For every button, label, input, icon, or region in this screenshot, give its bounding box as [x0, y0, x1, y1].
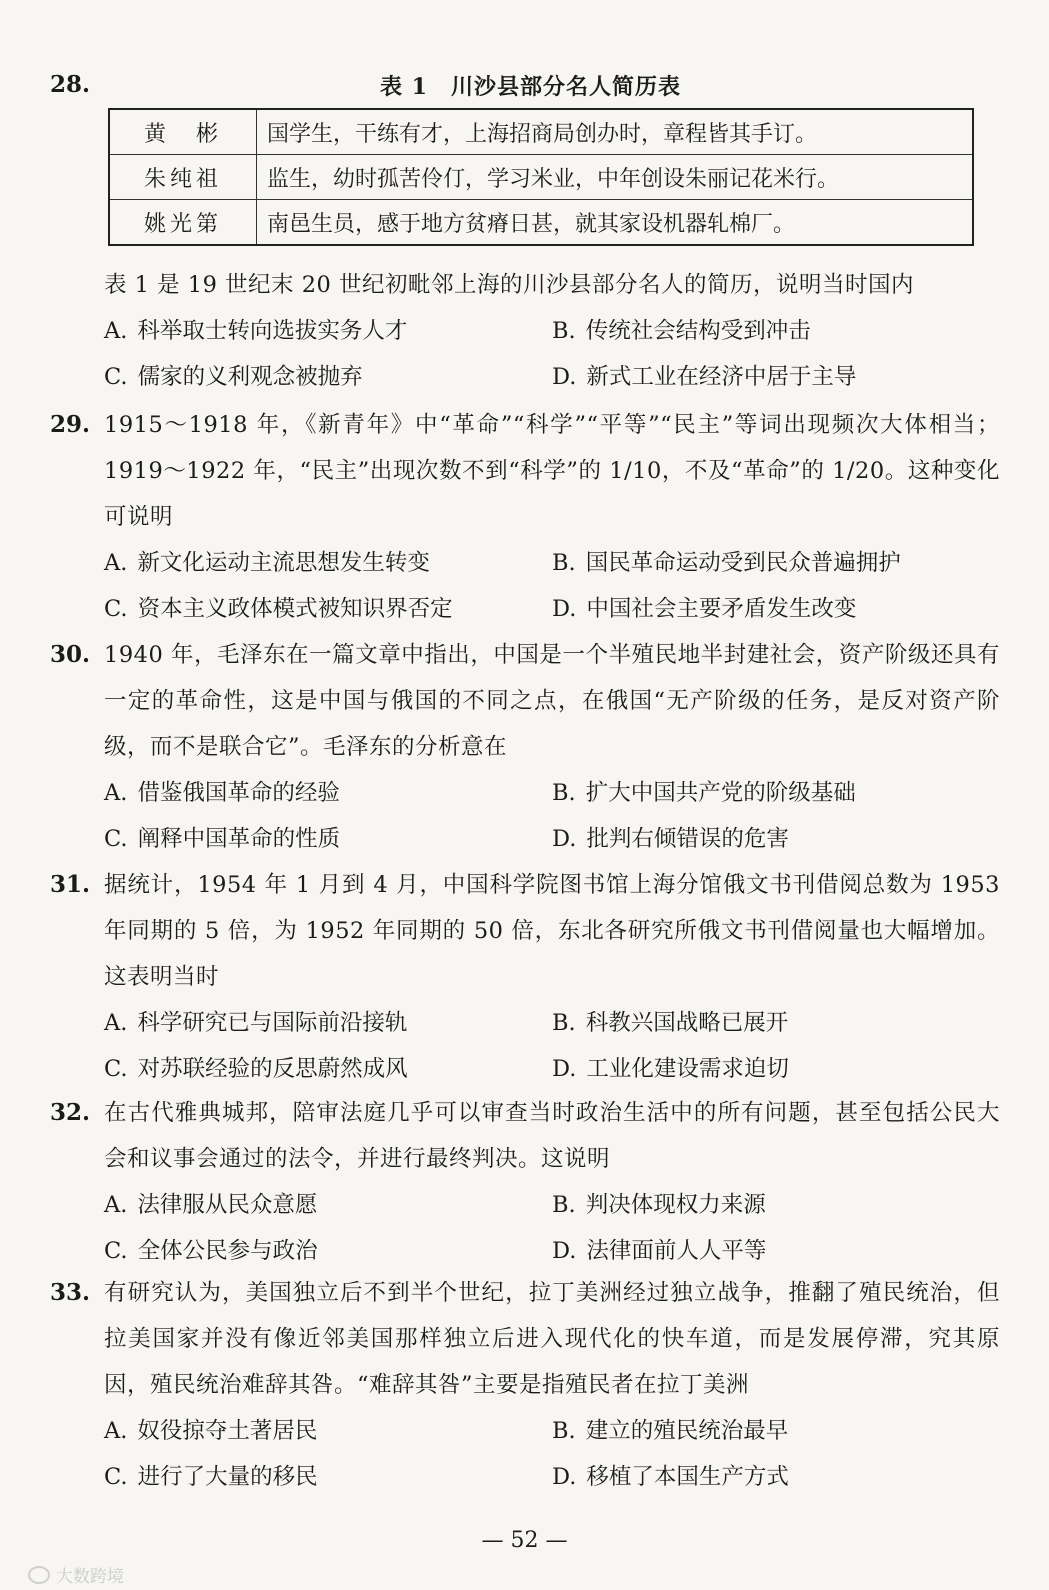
question-number: 31. [50, 871, 91, 898]
question-number: 29. [50, 411, 91, 438]
watermark-logo-icon [28, 1566, 50, 1584]
options [104, 1000, 1000, 1092]
option-a[interactable]: A. 奴役掠夺土著居民 [104, 1418, 318, 1444]
option-c[interactable]: C. 阐释中国革命的性质 [104, 826, 341, 852]
option-c[interactable]: C. 全体公民参与政治 [104, 1238, 318, 1264]
question-32 [50, 1090, 1000, 1274]
option-c[interactable]: C. 进行了大量的移民 [104, 1464, 318, 1490]
page-number: — 52 — [481, 1528, 568, 1553]
options [104, 1182, 1000, 1274]
options [104, 308, 1000, 400]
option-a[interactable]: A. 科举取士转向选拔实务人才 [104, 318, 408, 344]
option-a[interactable]: A. 法律服从民众意愿 [104, 1192, 318, 1218]
question-stem: 在古代雅典城邦，陪审法庭几乎可以审查当时政治生活中的所有问题，甚至包括公民大会和议事会通过的法令，并进行最终判决。这说明 [104, 1100, 1000, 1172]
question-number: 28. [50, 71, 91, 98]
question-30 [50, 632, 1000, 862]
question-stem: 1940 年，毛泽东在一篇文章中指出，中国是一个半殖民地半封建社会，资产阶级还具有一定的革命性，这是中国与俄国的不同之点，在俄国“无产阶级的任务，是反对资产阶级，而不是联合它”。毛泽东的分析意在 [104, 642, 1000, 760]
question-31 [50, 862, 1000, 1092]
option-b[interactable]: B. 建立的殖民统治最早 [552, 1418, 789, 1444]
person-description: 南邑生员，感于地方贫瘠日甚，就其家设机器轧棉厂。 [257, 200, 974, 246]
question-number: 32. [50, 1099, 91, 1126]
option-b[interactable]: B. 判决体现权力来源 [552, 1192, 766, 1218]
option-b[interactable]: B. 扩大中国共产党的阶级基础 [552, 780, 856, 806]
person-name: 朱纯祖 [109, 155, 257, 200]
question-33 [50, 1270, 1000, 1500]
options [104, 770, 1000, 862]
option-d[interactable]: D. 中国社会主要矛盾发生改变 [552, 596, 857, 622]
question-number: 30. [50, 641, 91, 668]
person-description: 监生，幼时孤苦伶仃，学习米业，中年创设朱丽记花米行。 [257, 155, 974, 200]
person-name: 黄 彬 [109, 109, 257, 155]
table-row [109, 109, 973, 155]
options [104, 540, 1000, 632]
option-c[interactable]: C. 对苏联经验的反思蔚然成风 [104, 1056, 408, 1082]
question-stem: 表 1 是 19 世纪末 20 世纪初毗邻上海的川沙县部分名人的简历，说明当时国内 [104, 272, 914, 298]
question-number: 33. [50, 1279, 91, 1306]
option-a[interactable]: A. 科学研究已与国际前沿接轨 [104, 1010, 408, 1036]
question-stem: 据统计，1954 年 1 月到 4 月，中国科学院图书馆上海分馆俄文书刊借阅总数为 1953 年同期的 5 倍，为 1952 年同期的 50 倍，东北各研究所俄文书刊借阅量也大幅增加。这表明当时 [104, 872, 1000, 990]
option-d[interactable]: D. 批判右倾错误的危害 [552, 826, 789, 852]
option-a[interactable]: A. 借鉴俄国革命的经验 [104, 780, 340, 806]
option-d[interactable]: D. 法律面前人人平等 [552, 1238, 767, 1264]
option-b[interactable]: B. 科教兴国战略已展开 [552, 1010, 789, 1036]
biography-table [108, 108, 974, 246]
option-d[interactable]: D. 移植了本国生产方式 [552, 1464, 789, 1490]
question-28-body [50, 262, 1000, 400]
question-stem: 有研究认为，美国独立后不到半个世纪，拉丁美洲经过独立战争，推翻了殖民统治，但拉美国家并没有像近邻美国那样独立后进入现代化的快车道，而是发展停滞，究其原因，殖民统治难辞其咎。“难辞其咎”主要是指殖民者在拉丁美洲 [104, 1280, 1000, 1398]
watermark: 大数跨境 [28, 1562, 124, 1587]
option-c[interactable]: C. 资本主义政体模式被知识界否定 [104, 596, 453, 622]
table-row [109, 200, 973, 246]
table-row [109, 155, 973, 200]
options [104, 1408, 1000, 1500]
option-d[interactable]: D. 新式工业在经济中居于主导 [552, 364, 857, 390]
table-title: 表 1 川沙县部分名人简历表 [380, 74, 681, 100]
option-b[interactable]: B. 传统社会结构受到冲击 [552, 318, 811, 344]
question-29 [50, 402, 1000, 632]
option-d[interactable]: D. 工业化建设需求迫切 [552, 1056, 789, 1082]
person-description: 国学生，干练有才，上海招商局创办时，章程皆其手订。 [257, 109, 974, 155]
option-c[interactable]: C. 儒家的义利观念被抛弃 [104, 364, 363, 390]
option-b[interactable]: B. 国民革命运动受到民众普遍拥护 [552, 550, 901, 576]
person-name: 姚光第 [109, 200, 257, 246]
option-a[interactable]: A. 新文化运动主流思想发生转变 [104, 550, 430, 576]
question-stem: 1915～1918 年，《新青年》中“革命”“科学”“平等”“民主”等词出现频次大体相当；1919～1922 年，“民主”出现次数不到“科学”的 1/10，不及“革命”的 1/20。这种变化可说明 [104, 412, 1000, 530]
